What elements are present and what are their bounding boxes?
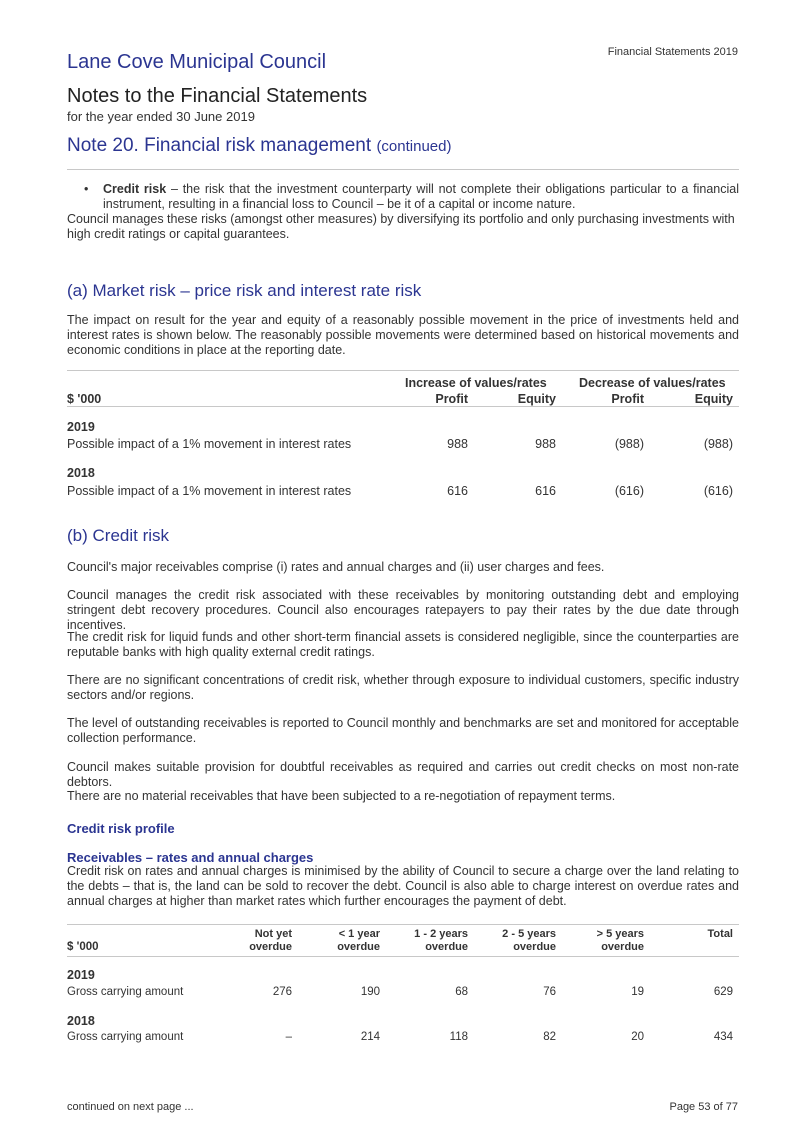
recv-col-header-line1: < 1 year: [338, 928, 380, 940]
recv-year-2018: 2018: [67, 1014, 95, 1028]
recv-col-header-line2: overdue: [425, 941, 468, 953]
market-cell: 988: [447, 437, 468, 451]
recv-col-header-line2: Total: [707, 928, 733, 940]
receivables-paragraph: Credit risk on rates and annual charges is minimised by the ability of Council to secure a charge over the land relating to the debts – that is, the land can be sold to recover the debt. Council is also able to charge interest on overdue rates and annual charges at higher than market rates which further encourages the payment of debt.: [67, 864, 739, 908]
recv-cell: 68: [455, 986, 468, 998]
recv-col-header: [388, 928, 468, 954]
notes-title: Notes to the Financial Statements: [67, 85, 368, 107]
period-subtitle: for the year ended 30 June 2019: [67, 109, 255, 124]
recv-cell: 82: [543, 1031, 556, 1043]
credit-profile-heading: Credit risk profile: [67, 821, 175, 836]
market-cell: 988: [535, 437, 556, 451]
recv-col-header-line1: > 5 years: [596, 928, 644, 940]
recv-cell: 214: [360, 1031, 380, 1043]
note-continued: (continued): [376, 138, 452, 155]
recv-cell: 76: [543, 986, 556, 998]
recv-row-label: Gross carrying amount: [67, 1031, 184, 1043]
market-year-2019: 2019: [67, 420, 95, 434]
market-cell: (616): [703, 484, 733, 498]
market-cell: (616): [614, 484, 644, 498]
recv-cell: 434: [713, 1031, 733, 1043]
recv-col-header: [564, 928, 644, 954]
recv-col-header-line1: 2 - 5 years: [502, 928, 556, 940]
recv-unit-header: $ '000: [67, 941, 99, 953]
document-label: Financial Statements 2019: [607, 46, 738, 58]
council-name: Lane Cove Municipal Council: [67, 51, 327, 73]
recv-cell: 276: [272, 986, 292, 998]
recv-col-header-line2: overdue: [601, 941, 644, 953]
recv-col-header-line2: overdue: [337, 941, 380, 953]
decrease-profit-header: Profit: [611, 392, 644, 406]
decrease-equity-header: Equity: [694, 392, 733, 406]
credit-risk-definition: – the risk that the investment counterparty will not complete their obligations particular to a financial instrument, resulting in a financial loss to Council – be it of a capital or income nature.: [103, 182, 739, 211]
recv-cell: 629: [713, 986, 733, 998]
market-row-label: Possible impact of a 1% movement in interest rates: [67, 484, 352, 498]
market-year-2018: 2018: [67, 466, 95, 480]
recv-col-header: [300, 928, 380, 954]
market-risk-paragraph: The impact on result for the year and equity of a reasonably possible movement in the price of investments held and interest rates is shown below. The reasonably possible movements were determined based on historical movements and economic conditions in place at the reporting date.: [67, 313, 739, 357]
credit-paragraph: Council's major receivables comprise (i) rates and annual charges and (ii) user charges and fees.: [67, 560, 605, 574]
credit-paragraph: The credit risk for liquid funds and other short-term financial assets is considered negligible, since the counterparties are reputable banks with high quality external credit ratings.: [67, 630, 739, 659]
credit-risk-bullet: [103, 182, 739, 212]
market-cell: (988): [614, 437, 644, 451]
recv-cell: –: [285, 1031, 292, 1043]
recv-col-header: [653, 928, 733, 941]
recv-col-header: [212, 928, 292, 954]
recv-cell: 190: [360, 986, 380, 998]
increase-group-header: Increase of values/rates: [405, 376, 547, 390]
page-number: Page 53 of 77: [669, 1101, 738, 1113]
market-cell: 616: [447, 484, 468, 498]
recv-cell: 19: [631, 986, 644, 998]
increase-equity-header: Equity: [517, 392, 556, 406]
receivables-heading: Receivables – rates and annual charges: [67, 850, 314, 865]
decrease-group-header: Decrease of values/rates: [579, 376, 726, 390]
note-title: [67, 135, 451, 157]
recv-table-top-rule: [67, 924, 739, 925]
increase-profit-header: Profit: [435, 392, 468, 406]
market-row-label: Possible impact of a 1% movement in interest rates: [67, 437, 352, 451]
credit-paragraph: There are no significant concentrations of credit risk, whether through exposure to individual customers, specific industry sectors and/or regions.: [67, 673, 739, 702]
credit-paragraph: Council makes suitable provision for doubtful receivables as required and carries out credit checks on most non-rate debtors.: [67, 760, 739, 789]
header-rule: [67, 169, 739, 170]
recv-col-header-line2: overdue: [513, 941, 556, 953]
bullet-marker: •: [84, 182, 89, 196]
intro-paragraph: Council manages these risks (amongst other measures) by diversifying its portfolio and only purchasing investments with high credit ratings or capital guarantees.: [67, 212, 735, 241]
credit-risk-term: Credit risk: [103, 182, 167, 196]
recv-col-header-line1: Not yet: [254, 928, 292, 940]
note-title-text: Note 20. Financial risk management: [67, 135, 372, 156]
credit-paragraph: There are no material receivables that have been subjected to a re-negotiation of repayment terms.: [67, 789, 616, 803]
recv-year-2019: 2019: [67, 968, 95, 982]
recv-cell: 118: [449, 1031, 468, 1043]
market-risk-heading: (a) Market risk – price risk and interest rate risk: [67, 281, 422, 300]
continued-note: continued on next page ...: [67, 1101, 194, 1113]
market-unit-header: $ '000: [67, 392, 102, 406]
recv-table-header-rule: [67, 956, 739, 957]
recv-col-header-line1: 1 - 2 years: [414, 928, 468, 940]
recv-cell: 20: [631, 1031, 644, 1043]
recv-col-header-line2: overdue: [249, 941, 292, 953]
credit-risk-heading: (b) Credit risk: [67, 526, 170, 545]
market-cell: (988): [703, 437, 733, 451]
recv-col-header: [476, 928, 556, 954]
recv-row-label: Gross carrying amount: [67, 986, 184, 998]
market-table-top-rule: [67, 370, 739, 371]
market-cell: 616: [535, 484, 556, 498]
market-table-header-rule: [67, 406, 739, 407]
credit-paragraph: Council manages the credit risk associated with these receivables by monitoring outstanding debt and employing stringent debt recovery procedures. Council also encourages ratepayers to pay their rates by the due date through incentives.: [67, 588, 739, 632]
credit-paragraph: The level of outstanding receivables is reported to Council monthly and benchmarks are set and monitored for acceptable collection performance.: [67, 716, 739, 745]
